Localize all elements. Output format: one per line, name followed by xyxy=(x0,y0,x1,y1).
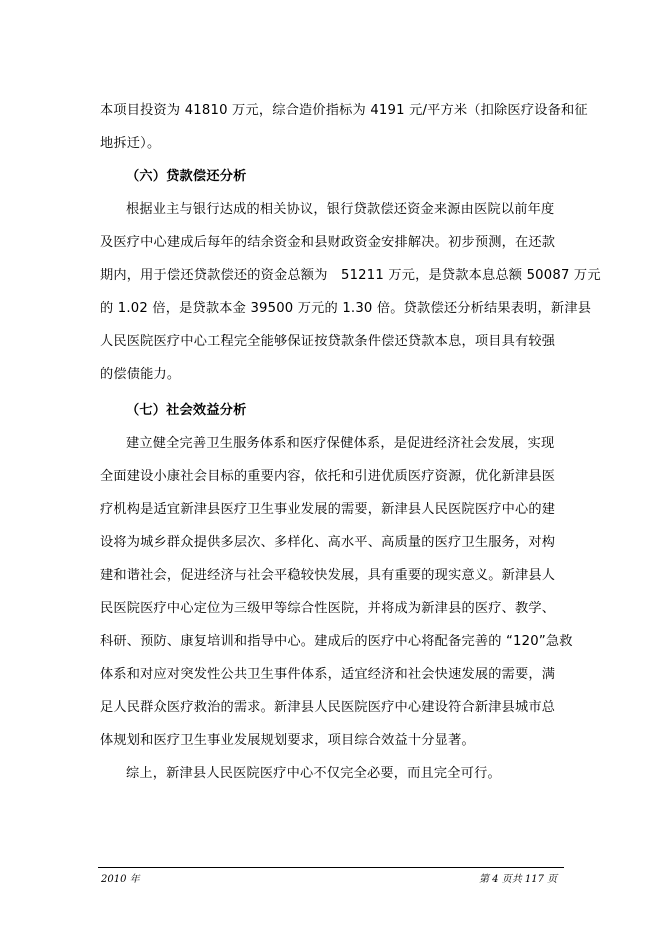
paragraph-line: 体规划和医疗卫生事业发展规划要求，项目综合效益十分显著。 xyxy=(100,733,475,748)
footer-year: 2010 年 xyxy=(101,874,140,885)
paragraph-line: 的偿债能力。 xyxy=(100,367,181,382)
paragraph-line: 本项目投资为 41810 万元，综合造价指标为 4191 元/平方米（扣除医疗设备和征 xyxy=(100,103,588,118)
paragraph-line: 科研、预防、康复培训和指导中心。建成后的医疗中心将配备完善的 “120”急救 xyxy=(100,634,573,649)
paragraph-line: 建和谐社会，促进经济与社会平稳较快发展，具有重要的现实意义。新津县人 xyxy=(100,568,556,583)
paragraph-line: 民医院医疗中心定位为三级甲等综合性医院，并将成为新津县的医疗、教学、 xyxy=(100,601,556,616)
paragraph-line: 设将为城乡群众提供多层次、多样化、高水平、高质量的医疗卫生服务，对构 xyxy=(100,535,556,550)
section-heading-6: （六）贷款偿还分析 xyxy=(126,169,247,184)
footer-page-number: 第 4 页共 117 页 xyxy=(479,874,558,885)
paragraph-line: 地拆迁）。 xyxy=(100,136,161,151)
paragraph-line: 体系和对应对突发性公共卫生事件体系，适宜经济和社会快速发展的需要，满 xyxy=(100,667,556,682)
footer-rule xyxy=(98,867,564,868)
paragraph-line: 根据业主与银行达成的相关协议，银行贷款偿还资金来源由医院以前年度 xyxy=(126,202,555,217)
paragraph-line: 的 1.02 倍，是贷款本金 39500 万元的 1.30 倍。贷款偿还分析结果表明，新津县 xyxy=(100,301,592,316)
paragraph-line: 全面建设小康社会目标的重要内容，依托和引进优质医疗资源，优化新津县医 xyxy=(100,469,556,484)
paragraph-line: 及医疗中心建成后每年的结余资金和县财政资金安排解决。初步预测，在还款 xyxy=(100,235,556,250)
paragraph-line: 期内，用于偿还贷款偿还的资金总额为 51211 万元，是贷款本息总额 50087 万元 xyxy=(100,268,601,283)
paragraph-line: 足人民群众医疗救治的需求。新津县人民医院医疗中心建设符合新津县城市总 xyxy=(100,700,556,715)
section-heading-7: （七）社会效益分析 xyxy=(126,403,247,418)
paragraph-line: 人民医院医疗中心工程完全能够保证按贷款条件偿还贷款本息，项目具有较强 xyxy=(100,334,556,349)
paragraph-line: 疗机构是适宜新津县医疗卫生事业发展的需要，新津县人民医院医疗中心的建 xyxy=(100,502,556,517)
paragraph-line: 综上，新津县人民医院医疗中心不仅完全必要，而且完全可行。 xyxy=(126,766,501,781)
paragraph-line: 建立健全完善卫生服务体系和医疗保健体系，是促进经济社会发展，实现 xyxy=(126,436,555,451)
